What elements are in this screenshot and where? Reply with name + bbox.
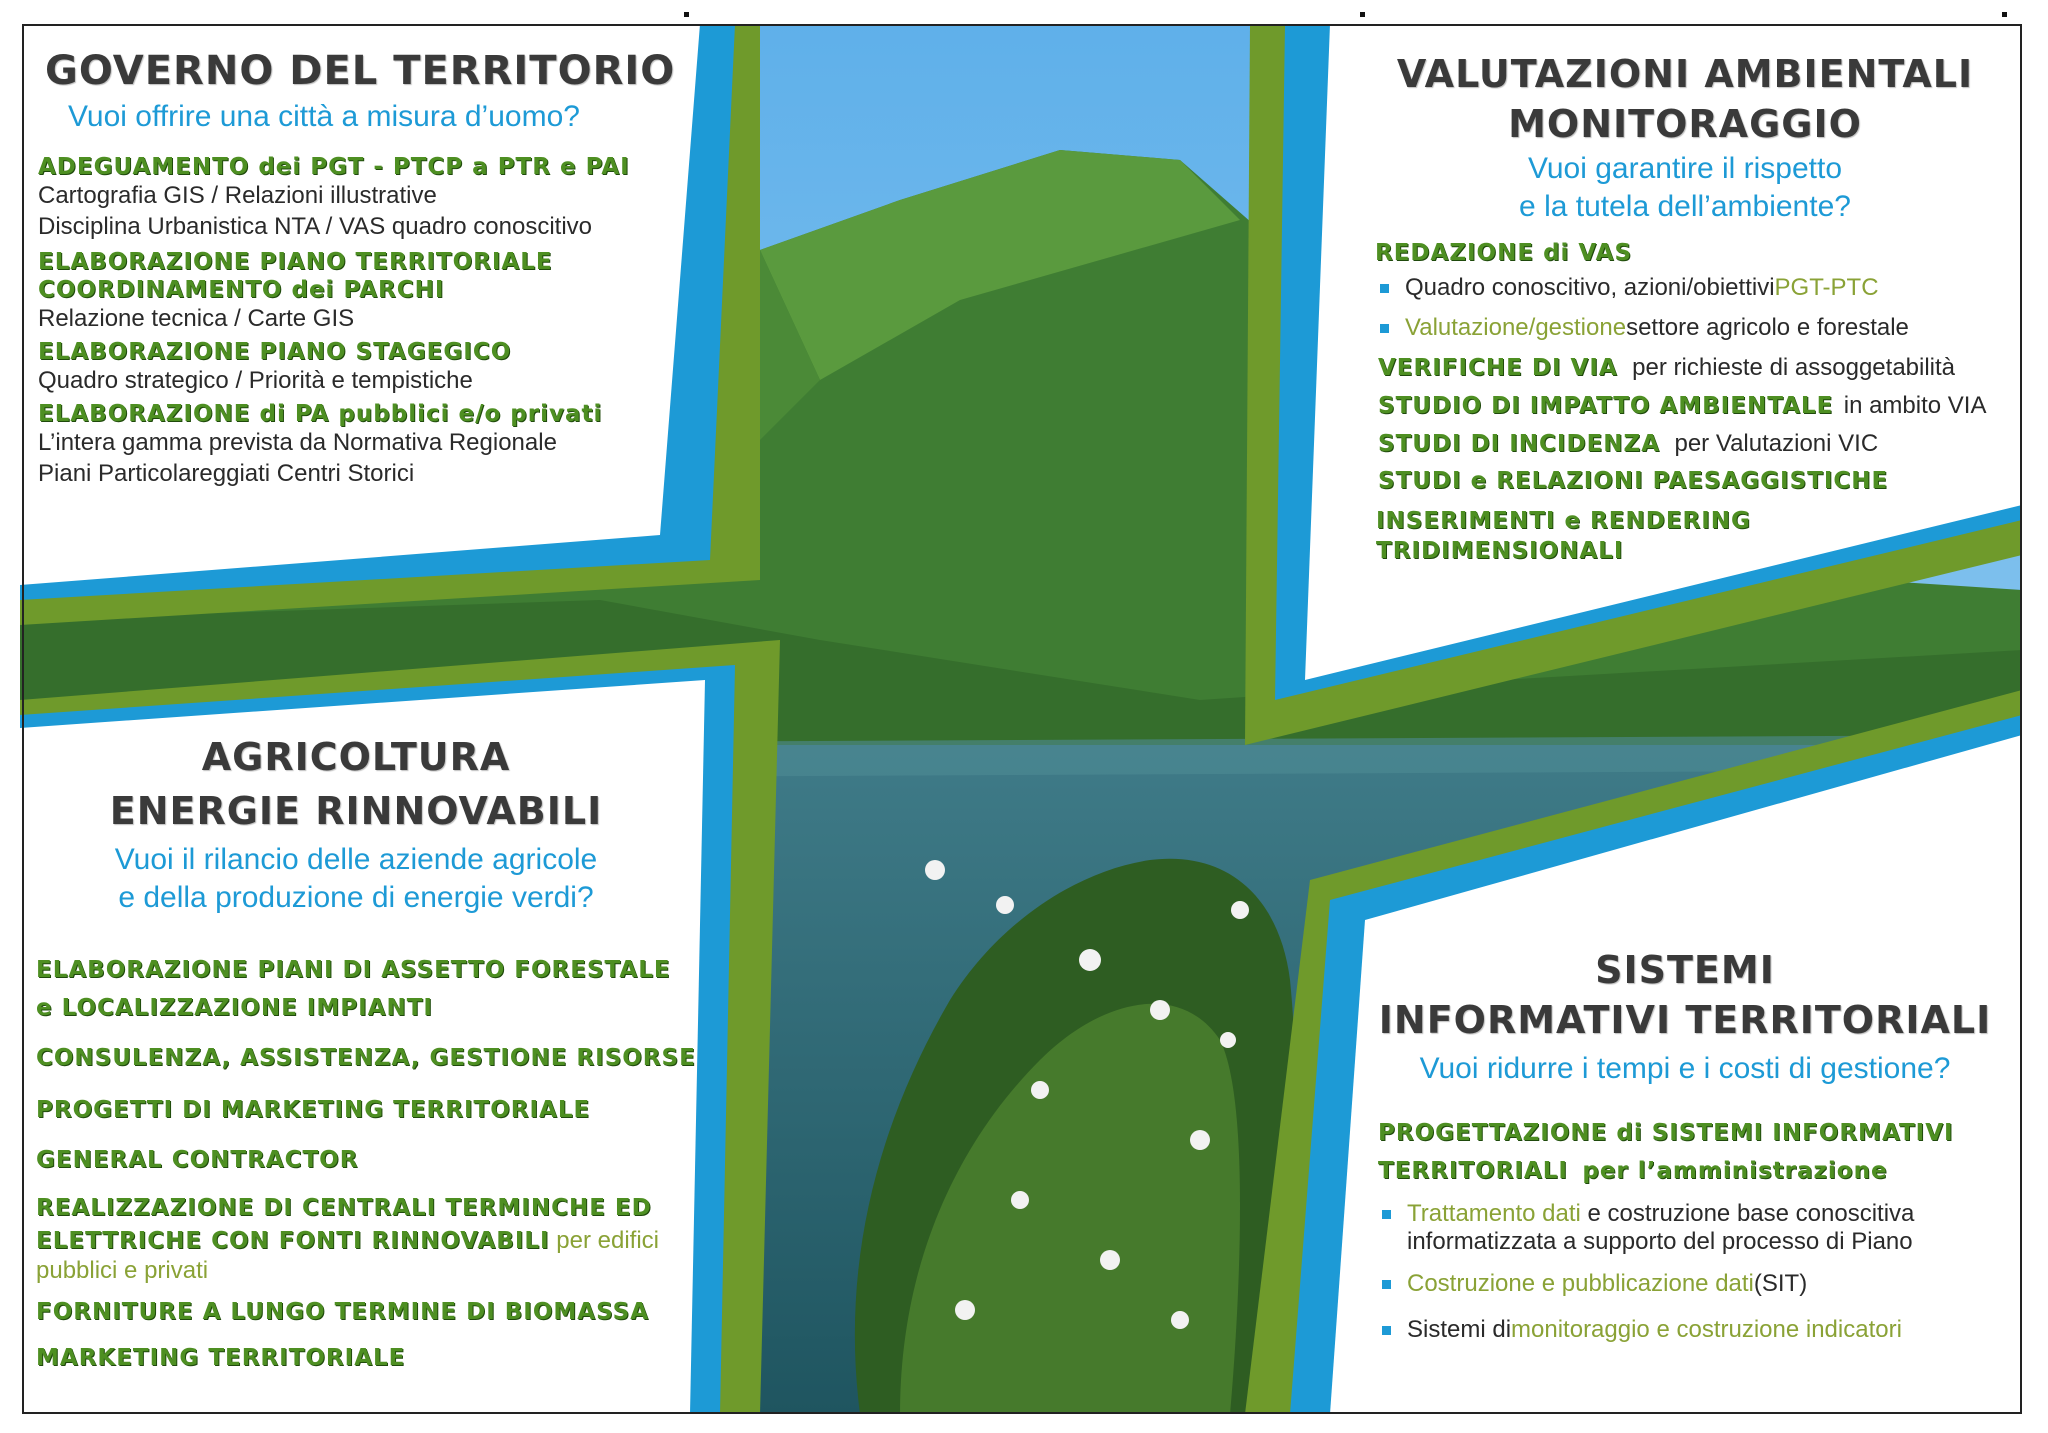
service-detail: Quadro strategico / Priorità e tempistiche: [38, 367, 473, 394]
service-heading: REALIZZAZIONE DI CENTRALI TERMINCHE ED: [36, 1195, 652, 1221]
panel-title: ENERGIE RINNOVABILI: [109, 789, 603, 833]
service-row: [1378, 392, 2010, 420]
service-detail: per edifici: [549, 1227, 659, 1254]
panel-subtitle: e la tutela dell’ambiente?: [1519, 190, 1851, 223]
panel-subtitle: Vuoi il rilancio delle aziende agricole: [114, 843, 598, 876]
bullet-text: e costruzione base conoscitiva: [1580, 1200, 1915, 1227]
service-heading: FORNITURE A LUNGO TERMINE DI BIOMASSA: [36, 1299, 649, 1325]
bullet-text: Sistemi di: [1407, 1316, 1512, 1343]
service-item: [38, 401, 688, 488]
bullet-item: [1382, 1200, 2010, 1256]
registration-mark: [1360, 12, 1365, 17]
bullet-text: settore agricolo e forestale: [1626, 314, 1909, 341]
bullet-square-icon: [1380, 284, 1389, 293]
service-heading: TERRITORIALI: [1378, 1158, 1568, 1184]
service-heading: STUDI DI INCIDENZA: [1378, 431, 1661, 457]
panel-subtitle: Vuoi garantire il rispetto: [1527, 152, 1843, 185]
bullet-accent: Trattamento dati: [1407, 1200, 1581, 1227]
service-heading: CONSULENZA, ASSISTENZA, GESTIONE RISORSE: [36, 1045, 696, 1071]
service-row: [1378, 354, 2010, 382]
service-row: [1378, 430, 2010, 458]
service-detail: in ambito VIA: [1843, 392, 1987, 419]
service-heading-line: [36, 1227, 696, 1255]
bullet-item: [1382, 1270, 2010, 1298]
bullet-text: informatizzata a supporto del processo di Piano: [1407, 1228, 1913, 1255]
service-item: [38, 339, 688, 395]
service-heading: MARKETING TERRITORIALE: [36, 1345, 406, 1371]
panel-title: GOVERNO DEL TERRITORIO: [45, 48, 676, 94]
service-heading-line: [1378, 1158, 2010, 1184]
service-detail: per Valutazioni VIC: [1674, 430, 1879, 457]
service-detail: Cartografia GIS / Relazioni illustrative: [38, 182, 437, 209]
panel-governo-territorio: [38, 48, 688, 488]
service-heading: REDAZIONE di VAS: [1375, 240, 1633, 266]
panel-title: VALUTAZIONI AMBIENTALI: [1396, 52, 1974, 96]
bullet-accent: Valutazione/gestione: [1405, 314, 1627, 341]
service-heading: TRIDIMENSIONALI: [1376, 538, 1624, 564]
panel-title: AGRICOLTURA: [201, 735, 511, 779]
service-heading: per l’amministrazione: [1582, 1158, 1888, 1184]
bullet-accent: monitoraggio e costruzione indicatori: [1511, 1316, 1902, 1343]
service-heading: COORDINAMENTO dei PARCHI: [38, 277, 445, 303]
service-heading: ELETTRICHE CON FONTI RINNOVABILI: [36, 1228, 550, 1254]
service-heading: e LOCALIZZAZIONE IMPIANTI: [36, 995, 433, 1021]
bullet-square-icon: [1380, 324, 1389, 333]
service-heading: VERIFICHE DI VIA: [1378, 355, 1618, 381]
bullet-accent: Costruzione e pubblicazione dati: [1407, 1270, 1754, 1297]
service-heading: GENERAL CONTRACTOR: [36, 1147, 359, 1173]
service-detail: pubblici e privati: [36, 1257, 209, 1284]
bullet-text: (SIT): [1753, 1270, 1808, 1297]
panel-subtitle: e della produzione di energie verdi?: [118, 881, 594, 914]
panel-agricoltura: [36, 735, 696, 1371]
panel-sistemi-informativi: [1370, 948, 2010, 1344]
service-heading: INSERIMENTI e RENDERING: [1376, 508, 1751, 534]
bullet-item: [1380, 314, 2010, 342]
bullet-text: Quadro conoscitivo, azioni/obiettivi: [1405, 274, 1775, 301]
service-heading: STUDIO DI IMPATTO AMBIENTALE: [1378, 393, 1834, 419]
registration-mark: [2002, 12, 2007, 17]
bullet-accent: PGT-PTC: [1774, 274, 1879, 301]
bullet-square-icon: [1382, 1210, 1391, 1219]
service-detail: Disciplina Urbanistica NTA / VAS quadro conoscitivo: [38, 213, 593, 240]
service-heading: ELABORAZIONE PIANI DI ASSETTO FORESTALE: [36, 957, 671, 983]
service-detail: Relazione tecnica / Carte GIS: [38, 305, 355, 332]
registration-mark: [684, 12, 689, 17]
service-detail: per richieste di assoggetabilità: [1632, 354, 1956, 381]
service-heading: ELABORAZIONE PIANO TERRITORIALE: [38, 249, 553, 275]
panel-title: SISTEMI: [1595, 948, 1775, 992]
service-heading: PROGETTAZIONE di SISTEMI INFORMATIVI: [1378, 1120, 1954, 1146]
panel-title: INFORMATIVI TERRITORIALI: [1378, 998, 1992, 1042]
service-heading: ELABORAZIONE PIANO STAGEGICO: [38, 339, 512, 365]
panel-title: MONITORAGGIO: [1508, 102, 1862, 146]
panel-subtitle: Vuoi offrire una città a misura d’uomo?: [68, 100, 580, 133]
panel-subtitle: Vuoi ridurre i tempi e i costi di gestione?: [1419, 1052, 1951, 1085]
service-heading: ELABORAZIONE di PA pubblici e/o privati: [38, 401, 603, 427]
bullet-item: [1380, 274, 2010, 302]
panel-valutazioni-ambientali: [1370, 52, 2010, 564]
service-item: [38, 154, 688, 241]
service-heading: PROGETTI DI MARKETING TERRITORIALE: [36, 1097, 591, 1123]
service-row: [1378, 468, 2010, 494]
bullet-item: [1382, 1316, 2010, 1344]
service-item: [38, 249, 688, 333]
service-heading: STUDI e RELAZIONI PAESAGGISTICHE: [1378, 468, 1889, 494]
service-heading: ADEGUAMENTO dei PGT - PTCP a PTR e PAI: [38, 154, 630, 180]
bullet-square-icon: [1382, 1280, 1391, 1289]
service-detail: Piani Particolareggiati Centri Storici: [38, 460, 415, 487]
bullet-square-icon: [1382, 1326, 1391, 1335]
service-detail: L’intera gamma prevista da Normativa Regionale: [38, 429, 557, 456]
